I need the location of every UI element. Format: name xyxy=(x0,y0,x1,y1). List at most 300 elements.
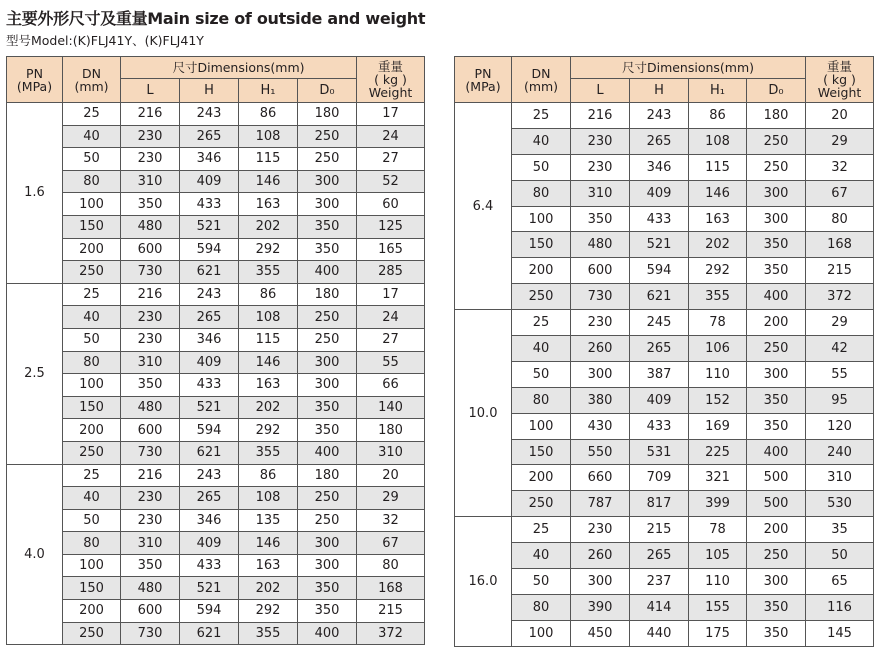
d0-cell: 250 xyxy=(747,543,806,569)
pn-cell: 16.0 xyxy=(455,517,512,646)
h-cell: 409 xyxy=(180,170,239,193)
h-cell: 594 xyxy=(180,419,239,442)
table-row xyxy=(7,487,425,510)
table-row xyxy=(455,387,874,413)
table-row xyxy=(455,491,874,517)
d0-cell: 250 xyxy=(298,125,357,148)
h1-cell: 115 xyxy=(239,328,298,351)
dn-cell: 150 xyxy=(512,232,571,258)
table-row xyxy=(455,180,874,206)
dn-cell: 80 xyxy=(512,594,571,620)
dn-cell: 100 xyxy=(512,413,571,439)
weight-cell: 65 xyxy=(806,569,874,595)
weight-cell: 215 xyxy=(806,258,874,284)
weight-cell: 180 xyxy=(357,419,425,442)
d0-cell: 180 xyxy=(298,464,357,487)
dn-cell: 40 xyxy=(512,336,571,362)
h1-cell: 292 xyxy=(239,600,298,623)
weight-cell: 240 xyxy=(806,439,874,465)
l-cell: 260 xyxy=(571,543,630,569)
table-row xyxy=(7,328,425,351)
h1-cell: 86 xyxy=(239,103,298,126)
h1-cell: 399 xyxy=(689,491,747,517)
table-row xyxy=(7,238,425,261)
table-row xyxy=(455,154,874,180)
spec-table-right xyxy=(454,56,874,647)
h1-cell: 115 xyxy=(689,154,747,180)
table-row xyxy=(7,103,425,126)
h-cell: 521 xyxy=(180,396,239,419)
l-cell: 230 xyxy=(121,487,180,510)
h-cell: 433 xyxy=(630,413,689,439)
l-cell: 480 xyxy=(571,232,630,258)
h-cell: 215 xyxy=(630,517,689,543)
h1-cell: 202 xyxy=(239,396,298,419)
d0-cell: 400 xyxy=(298,441,357,464)
weight-cell: 32 xyxy=(806,154,874,180)
table-row xyxy=(455,103,874,129)
weight-cell: 35 xyxy=(806,517,874,543)
weight-cell: 120 xyxy=(806,413,874,439)
dn-cell: 25 xyxy=(63,283,121,306)
l-cell: 216 xyxy=(121,283,180,306)
d0-cell: 300 xyxy=(298,532,357,555)
weight-cell: 67 xyxy=(357,532,425,555)
h-cell: 709 xyxy=(630,465,689,491)
d0-cell: 350 xyxy=(747,413,806,439)
d0-cell: 250 xyxy=(747,336,806,362)
h1-cell: 163 xyxy=(689,206,747,232)
h1-cell: 155 xyxy=(689,594,747,620)
table-row xyxy=(455,361,874,387)
l-cell: 430 xyxy=(571,413,630,439)
dn-cell: 250 xyxy=(63,261,121,284)
dimensions-header: 尺寸Dimensions(mm) xyxy=(571,57,806,79)
dn-cell: 25 xyxy=(512,103,571,129)
h1-cell: 355 xyxy=(239,622,298,645)
weight-cell: 310 xyxy=(806,465,874,491)
weight-cell: 95 xyxy=(806,387,874,413)
table-row xyxy=(455,439,874,465)
l-cell: 730 xyxy=(121,261,180,284)
spec-table-left xyxy=(6,56,425,645)
d0-cell: 250 xyxy=(298,328,357,351)
table-row xyxy=(7,351,425,374)
weight-cell: 168 xyxy=(806,232,874,258)
weight-cell: 29 xyxy=(806,310,874,336)
table-row xyxy=(7,532,425,555)
d0-cell: 300 xyxy=(298,374,357,397)
weight-cell: 372 xyxy=(806,284,874,310)
weight-cell: 140 xyxy=(357,396,425,419)
table-row xyxy=(7,148,425,171)
h-cell: 621 xyxy=(630,284,689,310)
weight-cell: 310 xyxy=(357,441,425,464)
d0-cell: 350 xyxy=(747,387,806,413)
table-row xyxy=(7,441,425,464)
table-row xyxy=(455,232,874,258)
weight-cell: 24 xyxy=(357,306,425,329)
table-row xyxy=(455,284,874,310)
d0-cell: 250 xyxy=(747,128,806,154)
col-H-header: H xyxy=(180,79,239,103)
d0-cell: 350 xyxy=(298,238,357,261)
h-cell: 621 xyxy=(180,441,239,464)
h1-cell: 78 xyxy=(689,517,747,543)
table-row xyxy=(7,622,425,645)
table-row xyxy=(7,509,425,532)
dn-cell: 40 xyxy=(63,125,121,148)
dn-cell: 250 xyxy=(512,284,571,310)
dn-cell: 40 xyxy=(63,306,121,329)
dn-cell: 200 xyxy=(63,419,121,442)
col-H-header: H xyxy=(630,79,689,103)
weight-cell: 52 xyxy=(357,170,425,193)
weight-cell: 67 xyxy=(806,180,874,206)
l-cell: 380 xyxy=(571,387,630,413)
dn-cell: 25 xyxy=(512,517,571,543)
dn-cell: 50 xyxy=(63,328,121,351)
dn-cell: 200 xyxy=(512,258,571,284)
h1-cell: 152 xyxy=(689,387,747,413)
h1-cell: 110 xyxy=(689,361,747,387)
d0-cell: 250 xyxy=(298,487,357,510)
h-cell: 531 xyxy=(630,439,689,465)
dn-cell: 80 xyxy=(63,170,121,193)
h1-cell: 146 xyxy=(239,532,298,555)
h-cell: 594 xyxy=(180,238,239,261)
d0-cell: 350 xyxy=(298,577,357,600)
h1-cell: 86 xyxy=(689,103,747,129)
h-cell: 433 xyxy=(180,193,239,216)
weight-cell: 17 xyxy=(357,283,425,306)
dn-cell: 200 xyxy=(63,238,121,261)
dn-cell: 50 xyxy=(512,361,571,387)
d0-cell: 350 xyxy=(298,215,357,238)
h-cell: 409 xyxy=(180,532,239,555)
d0-cell: 300 xyxy=(747,206,806,232)
h1-cell: 106 xyxy=(689,336,747,362)
h-cell: 243 xyxy=(180,283,239,306)
h1-cell: 321 xyxy=(689,465,747,491)
h1-cell: 86 xyxy=(239,283,298,306)
col-H1-header: H₁ xyxy=(689,79,747,103)
h1-cell: 146 xyxy=(239,351,298,374)
table-row xyxy=(455,128,874,154)
weight-cell: 530 xyxy=(806,491,874,517)
weight-cell: 80 xyxy=(806,206,874,232)
dn-cell: 25 xyxy=(63,464,121,487)
h-cell: 243 xyxy=(180,464,239,487)
dn-header: DN (mm) xyxy=(512,57,571,103)
dn-cell: 50 xyxy=(512,154,571,180)
page-title: 主要外形尺寸及重量Main size of outside and weight xyxy=(6,9,426,28)
weight-cell: 29 xyxy=(357,487,425,510)
l-cell: 310 xyxy=(121,351,180,374)
weight-cell: 20 xyxy=(357,464,425,487)
d0-cell: 180 xyxy=(298,103,357,126)
d0-cell: 300 xyxy=(298,170,357,193)
l-cell: 600 xyxy=(121,238,180,261)
l-cell: 600 xyxy=(121,419,180,442)
d0-cell: 300 xyxy=(747,361,806,387)
pn-header: PN (MPa) xyxy=(455,57,512,103)
table-row xyxy=(7,261,425,284)
h1-cell: 135 xyxy=(239,509,298,532)
dn-cell: 100 xyxy=(512,620,571,646)
table-row xyxy=(455,569,874,595)
dn-cell: 80 xyxy=(63,351,121,374)
dn-cell: 40 xyxy=(63,487,121,510)
h-cell: 409 xyxy=(630,180,689,206)
h1-cell: 169 xyxy=(689,413,747,439)
weight-cell: 125 xyxy=(357,215,425,238)
h-cell: 433 xyxy=(180,374,239,397)
l-cell: 216 xyxy=(121,103,180,126)
h-cell: 594 xyxy=(630,258,689,284)
h-cell: 346 xyxy=(180,509,239,532)
table-row xyxy=(7,306,425,329)
pn-header: PN (MPa) xyxy=(7,57,63,103)
h1-cell: 292 xyxy=(239,238,298,261)
table-row xyxy=(7,577,425,600)
h-cell: 521 xyxy=(630,232,689,258)
d0-cell: 300 xyxy=(298,351,357,374)
weight-cell: 285 xyxy=(357,261,425,284)
l-cell: 230 xyxy=(121,148,180,171)
d0-cell: 200 xyxy=(747,517,806,543)
h1-cell: 355 xyxy=(689,284,747,310)
h-cell: 346 xyxy=(180,148,239,171)
h-cell: 265 xyxy=(180,306,239,329)
d0-cell: 500 xyxy=(747,465,806,491)
l-cell: 480 xyxy=(121,215,180,238)
h-cell: 265 xyxy=(180,487,239,510)
dn-cell: 250 xyxy=(63,622,121,645)
l-cell: 730 xyxy=(121,441,180,464)
h-cell: 245 xyxy=(630,310,689,336)
table-row xyxy=(455,258,874,284)
h1-cell: 202 xyxy=(239,577,298,600)
weight-cell: 55 xyxy=(357,351,425,374)
d0-cell: 350 xyxy=(747,232,806,258)
table-body xyxy=(455,103,874,647)
table-row xyxy=(455,517,874,543)
l-cell: 310 xyxy=(571,180,630,206)
weight-cell: 42 xyxy=(806,336,874,362)
h1-cell: 175 xyxy=(689,620,747,646)
h1-cell: 355 xyxy=(239,261,298,284)
l-cell: 730 xyxy=(571,284,630,310)
dn-cell: 100 xyxy=(63,193,121,216)
h1-cell: 146 xyxy=(239,170,298,193)
h1-cell: 292 xyxy=(689,258,747,284)
dn-cell: 150 xyxy=(63,215,121,238)
dn-cell: 80 xyxy=(512,180,571,206)
weight-header: 重量 ( kg ) Weight xyxy=(357,57,425,103)
l-cell: 230 xyxy=(121,125,180,148)
pn-cell: 4.0 xyxy=(7,464,63,645)
l-cell: 730 xyxy=(121,622,180,645)
dn-header: DN (mm) xyxy=(63,57,121,103)
pn-cell: 2.5 xyxy=(7,283,63,464)
dn-cell: 100 xyxy=(63,374,121,397)
h1-cell: 163 xyxy=(239,554,298,577)
l-cell: 660 xyxy=(571,465,630,491)
h1-cell: 108 xyxy=(239,487,298,510)
dn-cell: 150 xyxy=(512,439,571,465)
dn-cell: 150 xyxy=(63,396,121,419)
dn-cell: 25 xyxy=(63,103,121,126)
h1-cell: 163 xyxy=(239,193,298,216)
table-row xyxy=(455,310,874,336)
weight-cell: 215 xyxy=(357,600,425,623)
h-cell: 594 xyxy=(180,600,239,623)
table-row xyxy=(7,125,425,148)
table-row xyxy=(7,396,425,419)
h-cell: 346 xyxy=(180,328,239,351)
h-cell: 409 xyxy=(180,351,239,374)
h-cell: 817 xyxy=(630,491,689,517)
d0-cell: 350 xyxy=(298,396,357,419)
h-cell: 346 xyxy=(630,154,689,180)
h1-cell: 110 xyxy=(689,569,747,595)
l-cell: 230 xyxy=(571,310,630,336)
h-cell: 440 xyxy=(630,620,689,646)
col-L-header: L xyxy=(571,79,630,103)
dn-cell: 50 xyxy=(63,148,121,171)
d0-cell: 250 xyxy=(298,148,357,171)
weight-cell: 60 xyxy=(357,193,425,216)
h1-cell: 202 xyxy=(239,215,298,238)
weight-cell: 29 xyxy=(806,128,874,154)
l-cell: 350 xyxy=(571,206,630,232)
d0-cell: 250 xyxy=(298,509,357,532)
d0-cell: 350 xyxy=(747,620,806,646)
dimensions-header: 尺寸Dimensions(mm) xyxy=(121,57,357,79)
h-cell: 621 xyxy=(180,622,239,645)
d0-cell: 200 xyxy=(747,310,806,336)
l-cell: 300 xyxy=(571,569,630,595)
h-cell: 237 xyxy=(630,569,689,595)
h-cell: 243 xyxy=(180,103,239,126)
d0-cell: 350 xyxy=(298,419,357,442)
h-cell: 265 xyxy=(180,125,239,148)
h-cell: 243 xyxy=(630,103,689,129)
l-cell: 230 xyxy=(571,154,630,180)
table-row xyxy=(455,336,874,362)
h1-cell: 108 xyxy=(689,128,747,154)
h1-cell: 202 xyxy=(689,232,747,258)
h1-cell: 146 xyxy=(689,180,747,206)
d0-cell: 180 xyxy=(298,283,357,306)
dn-cell: 40 xyxy=(512,128,571,154)
l-cell: 260 xyxy=(571,336,630,362)
l-cell: 310 xyxy=(121,532,180,555)
dn-cell: 50 xyxy=(63,509,121,532)
d0-cell: 180 xyxy=(747,103,806,129)
dn-cell: 250 xyxy=(512,491,571,517)
table-row xyxy=(7,283,425,306)
col-L-header: L xyxy=(121,79,180,103)
h-cell: 433 xyxy=(630,206,689,232)
h-cell: 387 xyxy=(630,361,689,387)
weight-cell: 50 xyxy=(806,543,874,569)
l-cell: 350 xyxy=(121,374,180,397)
col-D0-header: D₀ xyxy=(747,79,806,103)
l-cell: 480 xyxy=(121,577,180,600)
dn-cell: 100 xyxy=(63,554,121,577)
col-D0-header: D₀ xyxy=(298,79,357,103)
table-row xyxy=(7,215,425,238)
weight-cell: 20 xyxy=(806,103,874,129)
l-cell: 230 xyxy=(121,509,180,532)
h1-cell: 108 xyxy=(239,125,298,148)
h1-cell: 225 xyxy=(689,439,747,465)
l-cell: 600 xyxy=(121,600,180,623)
h1-cell: 108 xyxy=(239,306,298,329)
d0-cell: 350 xyxy=(747,258,806,284)
l-cell: 230 xyxy=(571,517,630,543)
table-row xyxy=(7,600,425,623)
h-cell: 433 xyxy=(180,554,239,577)
h-cell: 265 xyxy=(630,336,689,362)
table-row xyxy=(455,206,874,232)
weight-cell: 27 xyxy=(357,328,425,351)
d0-cell: 250 xyxy=(298,306,357,329)
model-label: 型号Model:(K)FLJ41Y、(K)FLJ41Y xyxy=(6,33,204,48)
h1-cell: 115 xyxy=(239,148,298,171)
l-cell: 350 xyxy=(121,554,180,577)
d0-cell: 300 xyxy=(298,554,357,577)
table-row xyxy=(7,170,425,193)
h1-cell: 105 xyxy=(689,543,747,569)
table-row xyxy=(7,374,425,397)
h1-cell: 292 xyxy=(239,419,298,442)
h-cell: 521 xyxy=(180,577,239,600)
table-row xyxy=(455,543,874,569)
table-row xyxy=(7,419,425,442)
table-row xyxy=(7,554,425,577)
h-cell: 414 xyxy=(630,594,689,620)
d0-cell: 400 xyxy=(298,261,357,284)
table-body xyxy=(7,103,425,645)
table-row xyxy=(7,464,425,487)
l-cell: 390 xyxy=(571,594,630,620)
d0-cell: 400 xyxy=(747,284,806,310)
l-cell: 600 xyxy=(571,258,630,284)
h-cell: 621 xyxy=(180,261,239,284)
table-row xyxy=(455,413,874,439)
l-cell: 230 xyxy=(121,328,180,351)
l-cell: 230 xyxy=(571,128,630,154)
dn-cell: 100 xyxy=(512,206,571,232)
d0-cell: 250 xyxy=(747,154,806,180)
weight-cell: 168 xyxy=(357,577,425,600)
weight-cell: 66 xyxy=(357,374,425,397)
h-cell: 265 xyxy=(630,543,689,569)
weight-cell: 17 xyxy=(357,103,425,126)
weight-cell: 165 xyxy=(357,238,425,261)
l-cell: 216 xyxy=(121,464,180,487)
weight-cell: 27 xyxy=(357,148,425,171)
dn-cell: 150 xyxy=(63,577,121,600)
dn-cell: 80 xyxy=(512,387,571,413)
weight-header: 重量 ( kg ) Weight xyxy=(806,57,874,103)
l-cell: 350 xyxy=(121,193,180,216)
h1-cell: 78 xyxy=(689,310,747,336)
weight-cell: 80 xyxy=(357,554,425,577)
